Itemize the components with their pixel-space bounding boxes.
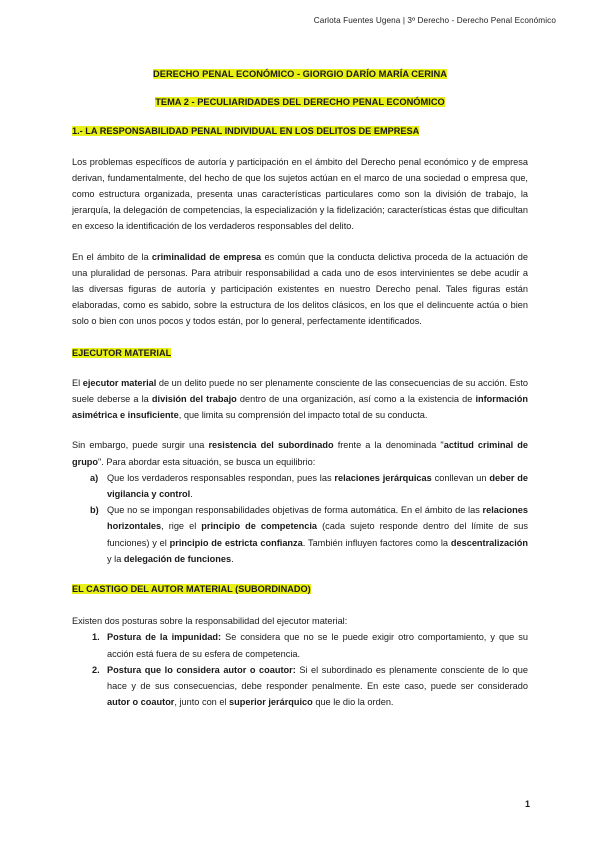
bold-term: superior jerárquico [229,697,313,708]
section-2-paragraph-1 [72,375,528,424]
bold-term: información asimétrica e insuficiente [72,394,529,421]
text-run: Que los verdaderos responsables respondan, pues las [107,472,335,483]
bold-term: principio de competencia [201,521,318,532]
text-run: dentro de una organización, así como a la existencia de [236,394,476,405]
text-run: (cada sujeto responde dentro del límite de sus funciones) y el [107,521,528,548]
text-run: . [190,489,193,500]
bold-term: Postura que lo considera autor o coautor: [107,664,296,675]
bold-term: descentralización [450,537,528,548]
text-run: , junto con el [174,697,230,708]
text-run: . También influyen factores como la [302,537,451,548]
text-run: ". Para abordar esta situación, se busca un equilibrio: [98,456,316,467]
list-marker: 1. [92,632,100,643]
bold-term: criminalidad de empresa [151,251,262,262]
section-3-intro: Existen dos posturas sobre la responsabilidad del ejecutor material: [72,616,348,627]
section-2-heading-text: EJECUTOR MATERIAL [72,347,172,358]
text-run: es común que la conducta delictiva proceda de la actuación de una pluralidad de personas. Para atribuir responsabilidad a cada uno de esos intervinientes se debe acudir a las diversas figuras de autoría y participación existentes en nuestro Derecho penal. Tales figuras están elaboradas, como es sabido, sobre la estructura de los delitos clásicos, en los que el delincuente actúa o bien solo o bien con unos pocos y todos están, por lo general, perfectamente identificados. [72,251,528,327]
list-item [72,662,528,711]
page-number: 1 [524,799,530,809]
bold-term: ejecutor material [82,377,157,388]
section-1-paragraph-1: Los problemas específicos de autoría y participación en el ámbito del Derecho penal económico y de empresa derivan, fundamentalmente, del hecho de que los sujetos actúan en el marco de una sociedad o empresa que, como estructura organizada, presenta unas características particulares como son la división de trabajo, la jerarquía, la delegación de competencias, la especialización y la fidelización; características éstas que dificultan en exceso la identificación de los verdaderos responsables del delito. [72,156,528,232]
section-2-list [72,470,528,567]
list-marker: a) [90,472,99,483]
bold-term: división del trabajo [151,394,237,405]
text-run: y la [107,553,124,564]
list-item [72,470,528,502]
bold-term: Postura de la impunidad: [107,632,222,643]
list-marker: 2. [92,664,100,675]
section-1-paragraph-2 [72,249,528,330]
bold-term: relaciones jerárquicas [334,472,432,483]
section-2-paragraph-2 [72,437,528,469]
text-run: . [231,553,234,564]
section-1-heading-text: 1.- LA RESPONSABILIDAD PENAL INDIVIDUAL EN LOS DELITOS DE EMPRESA [72,126,420,137]
bold-term: delegación de funciones [123,553,232,564]
text-run: que le dio la orden. [312,697,394,708]
text-run: , que limita su comprensión del impacto total de su conducta. [178,410,428,421]
section-3-list [72,629,528,710]
list-item [72,502,528,567]
document-title [72,66,528,82]
document-title-text: DERECHO PENAL ECONÓMICO - GIORGIO DARÍO MARÍA CERINA [153,69,447,79]
text-run: conllevan un [431,472,490,483]
document-content [72,62,528,711]
text-run: Si el subordinado es plenamente consciente de lo que hace y de sus consecuencias, debe responder penalmente. En este caso, puede ser considerado [107,664,528,692]
running-header: Carlota Fuentes Ugena | 3º Derecho - Derecho Penal Económico [313,16,556,25]
bold-term: deber de vigilancia y control [107,472,528,500]
text-run: frente a la denominada " [333,440,444,451]
text-run: , rige el [161,521,202,532]
list-marker: b) [90,505,99,516]
section-1-heading [72,123,528,139]
text-run: En el ámbito de la [72,251,152,262]
list-item [72,629,528,661]
text-run: Se considera que no se le puede exigir otro comportamiento, y que su acción está fuera de su esfera de competencia. [107,632,528,659]
text-run: El [72,377,83,388]
section-3-heading-text: EL CASTIGO DEL AUTOR MATERIAL (SUBORDINADO) [72,584,311,595]
section-2-heading [72,345,528,361]
bold-term: autor o coautor [107,697,175,708]
bold-term: resistencia del subordinado [208,440,334,451]
text-run: Que no se impongan responsabilidades objetivas de forma automática. En el ámbito de las [107,505,483,516]
bold-term: relaciones horizontales [107,505,528,532]
document-subtitle [72,94,528,110]
text-run: de un delito puede no ser plenamente consciente de las consecuencias de su acción. Esto suele deberse a la [72,377,528,405]
bold-term: actitud criminal de grupo [72,440,528,467]
document-subtitle-text: TEMA 2 - PECULIARIDADES DEL DERECHO PENAL ECONÓMICO [155,97,445,108]
section-3-heading [72,581,528,597]
text-run: Sin embargo, puede surgir una [72,440,209,451]
bold-term: principio de estricta confianza [169,537,303,548]
